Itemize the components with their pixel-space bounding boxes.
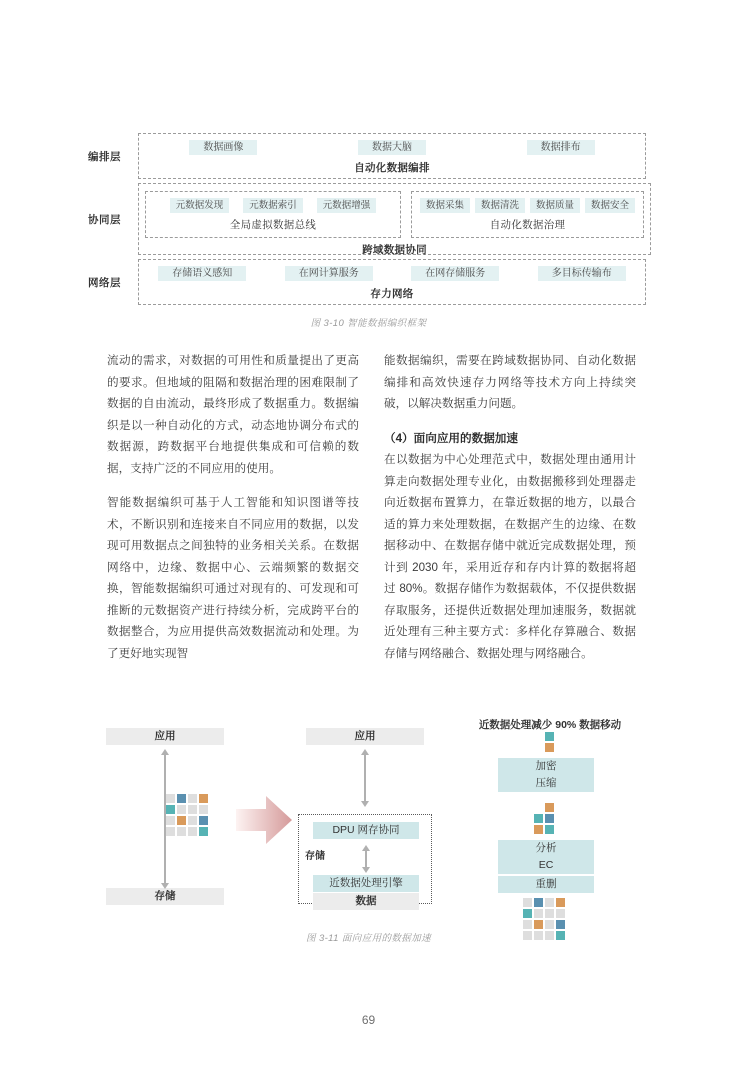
right-panel-bar-analysis: 分析 (498, 840, 594, 857)
fig311-middle-panel (306, 728, 424, 745)
right-panel-block-encryption-compression (498, 758, 594, 792)
subgroup-virtual-data-bus (145, 191, 401, 238)
paragraph-right-1: 能数据编织，需要在跨域数据协同、自动化数据编排和高效快速存力网络等技术方向上持续突破，以解决数据重力问题。 (384, 354, 636, 410)
subgroup-title-data-governance: 自动化数据治理 (489, 219, 566, 231)
layer-label-orchestration: 编排层 (88, 150, 121, 163)
subgroup-title-virtual-data-bus: 全局虚拟数据总线 (229, 219, 317, 231)
body-column-left (107, 350, 359, 677)
chip-data-layout: 数据排布 (527, 140, 595, 155)
chip-multicast-transport: 多目标传输布 (538, 266, 626, 281)
middle-panel-application-bar: 应用 (306, 728, 424, 745)
chip-storage-semantic-awareness: 存储语义感知 (158, 266, 246, 281)
paragraph-left-2: 智能数据编织可基于人工智能和知识图谱等技术，不断识别和连接来自不同应用的数据，以发现可用数据点之间独特的业务相关关系。在数据网络中，边缘、数据中心、云端频繁的数据交换，智能数据编织可通过对现有的、可发现和可推断的元数据资产进行持续分析，完成跨平台的数据整合，为应用提供高效数据流动和处理。为了更好地实现智 (107, 496, 359, 660)
right-panel-block-analysis (498, 840, 594, 893)
collaboration-groups (145, 191, 644, 238)
left-panel-storage-bar: 存储 (106, 888, 224, 905)
fig311-left-panel-bottom (106, 888, 224, 905)
page-number: 69 (361, 1013, 376, 1027)
left-panel-application-bar: 应用 (106, 728, 224, 745)
chip-in-network-computing: 在网计算服务 (285, 266, 373, 281)
chip-data-cleaning: 数据清洗 (475, 198, 525, 213)
right-panel-heading: 近数据处理减少 90% 数据移动 (478, 719, 622, 731)
layer-label-network: 网络层 (88, 276, 121, 289)
middle-panel-storage-label: 存储 (305, 851, 325, 862)
chip-row-network (139, 266, 645, 281)
chip-row-metadata (154, 198, 392, 213)
paragraph-right-2: 在以数据为中心处理范式中，数据处理由通用计算走向数据处理专业化，由数据搬移到处理器走向近数据布置算力，在靠近数据的地方，以最合适的算力来处理数据，在数据产生的边缘、在数据移动中、在数据存储中就近完成数据处理，预计到 2030 年，采用近存和存内计算的数据将超过 80%。数据存储作为数据载体，不仅提供数据存取服务，还提供近数据处理加速服务，数据就近处理有三种主要方式：多样化存算融合、数据存储与网络融合、数据处理与网络融合。 (384, 453, 636, 660)
figure-3-11-diagram (88, 718, 646, 918)
left-panel-data-grid (166, 794, 212, 840)
right-panel-bar-ec: EC (498, 857, 594, 874)
chip-metadata-enhancement: 元数据增强 (317, 198, 377, 213)
figure-3-11-caption: 图 3-11 面向应用的数据加速 (306, 933, 431, 944)
paragraph-left-1: 流动的需求，对数据的可用性和质量提出了更高的要求。但地域的阻隔和数据治理的困难限制了数据的自由流动，最终形成了数据重力。数据编织是以一种自动化的方式，动态地协调分布式的数据源，跨数据平台地提供集成和可信赖的数据，支持广泛的不同应用的使用。 (107, 354, 359, 475)
right-panel-bar-compression: 压缩 (498, 775, 594, 792)
figure-3-10-diagram (88, 133, 646, 305)
section-heading-data-acceleration: （4）面向应用的数据加速 (384, 431, 518, 445)
diagram-layer-collaboration (88, 183, 646, 255)
diagram-layer-network (88, 259, 646, 305)
chip-data-brain: 数据大脑 (358, 140, 426, 155)
layer-title-collaboration: 跨域数据协同 (362, 244, 427, 256)
middle-panel-storage-container (298, 814, 432, 907)
fig311-right-panel (454, 718, 646, 732)
middle-panel-engine-bar: 近数据处理引擎 (313, 875, 419, 892)
middle-panel-data-bar: 数据 (313, 893, 419, 910)
middle-panel-dpu-bar: DPU 网存协同 (313, 822, 419, 839)
layer-label-collaboration: 协同层 (88, 213, 121, 226)
layer-title-orchestration: 自动化数据编排 (354, 162, 430, 174)
chip-metadata-index: 元数据索引 (243, 198, 303, 213)
layer-body-network (138, 259, 646, 305)
transition-arrow-icon (236, 794, 292, 846)
chip-data-security: 数据安全 (585, 198, 635, 213)
layer-title-network: 存力网络 (370, 288, 414, 300)
layer-body-orchestration (138, 133, 646, 179)
chip-data-quality: 数据质量 (530, 198, 580, 213)
diagram-layer-orchestration (88, 133, 646, 179)
chip-in-network-storage: 在网存储服务 (411, 266, 499, 281)
subgroup-data-governance (411, 191, 644, 238)
body-column-right (384, 350, 636, 677)
chip-data-portrait: 数据画像 (189, 140, 257, 155)
right-panel-bar-encryption: 加密 (498, 758, 594, 775)
fig311-left-panel (106, 728, 224, 745)
right-panel-bar-dedup: 重删 (498, 876, 594, 893)
chip-data-collection: 数据采集 (420, 198, 470, 213)
chip-metadata-discovery: 元数据发现 (170, 198, 230, 213)
chip-row-governance (420, 198, 635, 213)
figure-3-10-caption: 图 3-10 智能数据编织框架 (310, 318, 427, 329)
layer-body-collaboration (138, 183, 651, 255)
chip-row-orchestration (139, 140, 645, 155)
